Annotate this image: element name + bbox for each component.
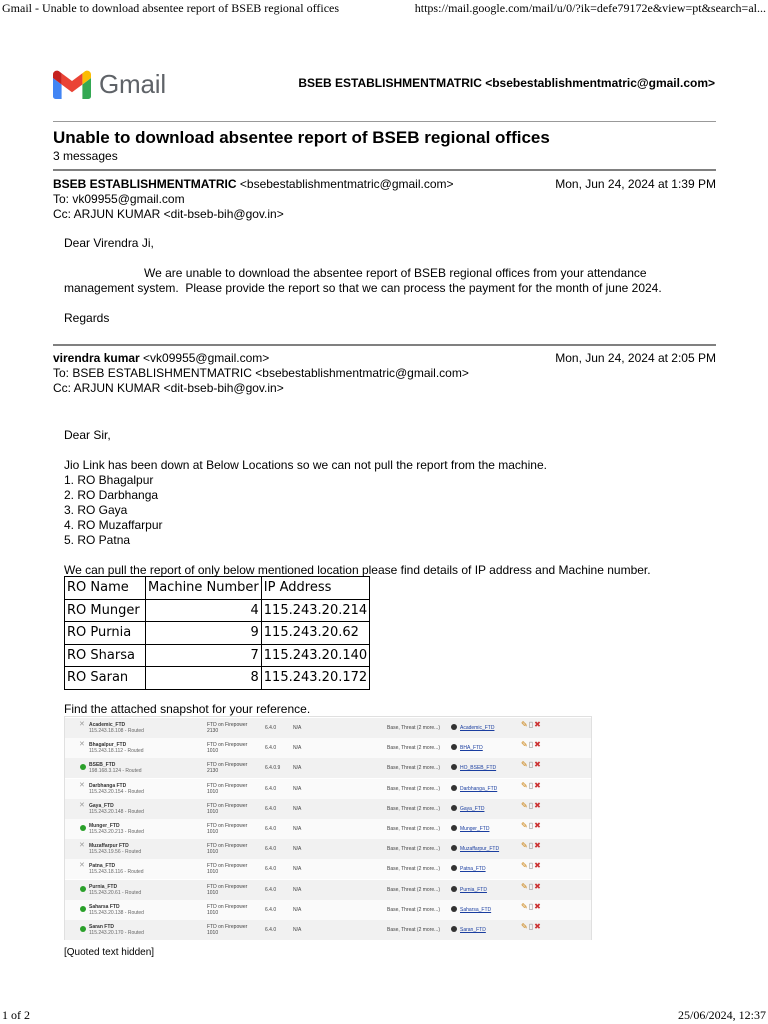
table-row — [65, 599, 370, 622]
ip-address-cell: 115.243.20.214 — [261, 599, 369, 622]
message-2-greeting: Dear Sir, — [64, 428, 111, 442]
info-icon — [451, 744, 457, 750]
device-model: FTD on Firepower 2130 — [207, 722, 248, 734]
down-location-item: 4. RO Muzaffarpur — [64, 518, 163, 532]
print-page-url: https://mail.google.com/mail/u/0/?ik=defe79172e&view=pt&search=al... — [414, 1, 766, 15]
delete-icon: ✖ — [534, 922, 542, 931]
delete-icon: ✖ — [534, 800, 542, 810]
message-divider — [53, 344, 716, 346]
device-list-snapshot — [64, 716, 592, 940]
gmail-logo — [53, 68, 166, 100]
device-licenses: Base, Threat (2 more...) — [387, 886, 440, 893]
machine-number-cell: 9 — [146, 622, 262, 645]
device-name: BSEB_FTD — [89, 762, 116, 769]
copy-icon: ▯ — [528, 922, 535, 931]
snapshot-caption: Find the attached snapshot for your reference. — [64, 702, 311, 716]
device-row — [65, 779, 591, 799]
device-chassis: N/A — [293, 826, 302, 832]
copy-icon: ▯ — [528, 740, 535, 750]
device-name: Gaya_FTD — [89, 802, 114, 809]
message-1-to: To: vk09955@gmail.com — [53, 192, 185, 206]
message-1-header — [53, 177, 716, 222]
edit-icon: ✎ — [521, 800, 529, 810]
table-intro: We can pull the report of only below mentioned location please find details of IP address and Machine number. — [64, 563, 651, 577]
device-actions — [521, 881, 542, 891]
device-policy-link: Muzaffarpur_FTD — [460, 846, 500, 853]
edit-icon: ✎ — [521, 922, 529, 931]
down-location-item: 3. RO Gaya — [64, 503, 128, 517]
device-model: FTD on Firepower 1010 — [207, 863, 248, 876]
edit-icon: ✎ — [521, 760, 529, 770]
gmail-m-icon — [53, 70, 91, 99]
device-licenses: Base, Threat (2 more...) — [387, 927, 440, 933]
device-actions — [521, 863, 542, 869]
message-1-paragraph-line-2: management system. Please provide the report so that we can process the payment for the month of june 2024. — [64, 281, 662, 295]
info-icon — [451, 926, 457, 932]
edit-icon: ✎ — [521, 861, 529, 871]
device-model: FTD on Firepower 2130 — [207, 762, 248, 775]
device-row — [65, 738, 591, 758]
device-licenses: Base, Threat (2 more...) — [387, 906, 440, 913]
info-icon — [451, 724, 457, 730]
device-version: 6.4.0 — [265, 826, 277, 832]
device-ip: 115.243.20.170 - Routed — [89, 930, 144, 936]
device-policy-link: Patna_FTD — [460, 866, 486, 873]
message-2-body — [64, 428, 704, 578]
device-chassis: N/A — [293, 765, 302, 772]
account-identity: BSEB ESTABLISHMENTMATRIC <bsebestablishmentmatric@gmail.com> — [298, 76, 715, 90]
message-2-cc: Cc: ARJUN KUMAR <dit-bseb-bih@gov.in> — [53, 381, 284, 395]
device-chassis: N/A — [293, 725, 302, 731]
status-disconnected-icon — [80, 724, 86, 730]
device-version: 6.4.0 — [265, 927, 277, 933]
status-disconnected-icon — [80, 785, 86, 791]
ip-address-cell: 115.243.20.140 — [261, 644, 369, 667]
device-ip: 198.168.3.124 - Routed — [89, 768, 142, 775]
device-row — [65, 758, 591, 778]
device-policy-link: HO_BSEB_FTD — [460, 765, 497, 772]
device-version: 6.4.0.9 — [265, 765, 281, 772]
device-policy-link: Gaya_FTD — [460, 805, 485, 812]
message-1-date: Mon, Jun 24, 2024 at 1:39 PM — [555, 177, 716, 191]
device-name: Academic_FTD — [89, 722, 126, 728]
device-licenses: Base, Threat (2 more...) — [387, 846, 440, 853]
info-icon — [451, 906, 457, 912]
table-header-cell: RO Name — [65, 577, 146, 600]
device-version: 6.4.0 — [265, 886, 277, 893]
device-licenses: Base, Threat (2 more...) — [387, 805, 440, 812]
device-model: FTD on Firepower 1010 — [207, 823, 248, 835]
edit-icon: ✎ — [521, 881, 529, 891]
status-disconnected-icon — [80, 865, 86, 871]
device-ip: 115.243.20.154 - Routed — [89, 788, 144, 795]
device-actions — [521, 843, 542, 849]
device-row — [65, 880, 591, 900]
device-row — [65, 859, 591, 879]
table-header-row — [65, 577, 370, 600]
device-version: 6.4.0 — [265, 805, 277, 812]
device-actions — [521, 742, 542, 748]
device-chassis: N/A — [293, 906, 302, 913]
info-icon — [451, 886, 457, 892]
device-model: FTD on Firepower 1010 — [207, 924, 248, 936]
delete-icon: ✖ — [534, 780, 542, 790]
table-row — [65, 622, 370, 645]
page-number: 1 of 2 — [2, 1008, 30, 1022]
device-row — [65, 718, 591, 738]
edit-icon: ✎ — [521, 780, 529, 790]
copy-icon: ▯ — [528, 720, 535, 729]
device-version: 6.4.0 — [265, 906, 277, 913]
message-count: 3 messages — [53, 149, 118, 163]
device-name: Purnia_FTD — [89, 883, 118, 890]
device-name: Saran FTD — [89, 924, 115, 930]
device-ip: 115.243.19.56 - Routed — [89, 849, 142, 856]
delete-icon: ✖ — [534, 881, 542, 891]
device-licenses: Base, Threat (2 more...) — [387, 745, 440, 752]
down-location-item: 2. RO Darbhanga — [64, 488, 159, 502]
message-2-sender-name: virendra kumar — [53, 351, 140, 365]
status-ok-icon — [80, 764, 86, 770]
machine-number-cell: 4 — [146, 599, 262, 622]
device-actions — [521, 762, 542, 768]
message-1-sender-email: <bsebestablishmentmatric@gmail.com> — [236, 177, 454, 191]
device-version: 6.4.0 — [265, 725, 277, 731]
device-chassis: N/A — [293, 805, 302, 812]
device-actions — [521, 780, 542, 790]
status-disconnected-icon — [80, 805, 86, 811]
quoted-text-hidden[interactable]: [Quoted text hidden] — [64, 947, 155, 958]
message-2-intro: Jio Link has been down at Below Locations so we can not pull the report from the machine. — [64, 458, 547, 472]
message-2-sender-email: <vk09955@gmail.com> — [139, 351, 270, 365]
device-policy-link: BHA_FTD — [460, 745, 483, 752]
message-1-body — [64, 236, 704, 326]
device-policy-link: Darbhanga_FTD — [460, 785, 498, 792]
copy-icon: ▯ — [528, 780, 535, 790]
device-chassis: N/A — [293, 866, 302, 873]
message-2-date: Mon, Jun 24, 2024 at 2:05 PM — [555, 351, 716, 365]
edit-icon: ✎ — [521, 720, 529, 729]
table-header-cell: IP Address — [261, 577, 369, 600]
table-row — [65, 644, 370, 667]
delete-icon: ✖ — [534, 901, 542, 911]
device-ip: 115.243.18.108 - Routed — [89, 728, 144, 734]
device-policy-link: Munger_FTD — [460, 826, 490, 832]
message-2-header — [53, 351, 716, 396]
device-actions — [521, 722, 542, 728]
message-1-paragraph-line-1: We are unable to download the absentee report of BSEB regional offices from your attendance — [64, 266, 647, 280]
info-icon — [451, 805, 457, 811]
device-name: Muzaffarpur FTD — [89, 843, 129, 850]
device-row — [65, 819, 591, 839]
delete-icon: ✖ — [534, 720, 542, 729]
status-ok-icon — [80, 906, 86, 912]
device-name: Patna_FTD — [89, 863, 116, 870]
delete-icon: ✖ — [534, 841, 542, 851]
info-icon — [451, 764, 457, 770]
device-model: FTD on Firepower 1010 — [207, 782, 248, 795]
device-version: 6.4.0 — [265, 846, 277, 853]
print-footer — [0, 1008, 768, 1024]
copy-icon: ▯ — [528, 760, 535, 770]
machine-number-cell: 7 — [146, 644, 262, 667]
ro-name-cell: RO Munger — [65, 599, 146, 622]
device-name: Bhagalpur_FTD — [89, 742, 127, 749]
copy-icon: ▯ — [528, 841, 535, 851]
copy-icon: ▯ — [528, 800, 535, 810]
machine-number-cell: 8 — [146, 667, 262, 690]
info-icon — [451, 865, 457, 871]
header-divider — [53, 121, 716, 122]
thread-subject: Unable to download absentee report of BSEB regional offices — [53, 128, 550, 147]
copy-icon: ▯ — [528, 821, 535, 830]
edit-icon: ✎ — [521, 841, 529, 851]
delete-icon: ✖ — [534, 740, 542, 750]
delete-icon: ✖ — [534, 861, 542, 871]
device-ip: 115.243.20.61 - Routed — [89, 889, 142, 896]
device-row — [65, 900, 591, 920]
copy-icon: ▯ — [528, 881, 535, 891]
device-model: FTD on Firepower 1010 — [207, 802, 248, 815]
device-ip: 115.243.20.138 - Routed — [89, 909, 144, 916]
message-2-from-line — [53, 351, 716, 366]
ro-name-cell: RO Saran — [65, 667, 146, 690]
device-name: Munger_FTD — [89, 823, 120, 829]
status-ok-icon — [80, 825, 86, 831]
device-ip: 115.243.18.112 - Routed — [89, 748, 144, 755]
delete-icon: ✖ — [534, 821, 542, 830]
device-licenses: Base, Threat (2 more...) — [387, 785, 440, 792]
down-location-item: 5. RO Patna — [64, 533, 131, 547]
device-actions — [521, 823, 542, 829]
status-disconnected-icon — [80, 744, 86, 750]
machine-table — [64, 576, 370, 690]
device-policy-link: Purnia_FTD — [460, 886, 487, 893]
table-header-cell: Machine Number — [146, 577, 262, 600]
ro-name-cell: RO Purnia — [65, 622, 146, 645]
message-1-sender-name: BSEB ESTABLISHMENTMATRIC — [53, 177, 237, 191]
device-policy-link: Saharsa_FTD — [460, 906, 492, 913]
device-chassis: N/A — [293, 927, 302, 933]
device-actions — [521, 901, 542, 911]
status-ok-icon — [80, 886, 86, 892]
device-licenses: Base, Threat (2 more...) — [387, 866, 440, 873]
device-licenses: Base, Threat (2 more...) — [387, 765, 440, 772]
device-ip: 115.243.20.213 - Routed — [89, 829, 144, 835]
device-chassis: N/A — [293, 846, 302, 853]
status-ok-icon — [80, 926, 86, 932]
gmail-wordmark: Gmail — [99, 68, 166, 99]
device-ip: 115.243.20.148 - Routed — [89, 808, 144, 815]
delete-icon: ✖ — [534, 760, 542, 770]
device-row — [65, 920, 591, 940]
ip-address-cell: 115.243.20.62 — [261, 622, 369, 645]
device-actions — [521, 800, 542, 810]
print-page-title: Gmail - Unable to download absentee report of BSEB regional offices — [2, 1, 340, 15]
device-name: Saharsa FTD — [89, 903, 120, 910]
device-model: FTD on Firepower 1010 — [207, 883, 248, 896]
edit-icon: ✎ — [521, 901, 529, 911]
message-1-from-line — [53, 177, 716, 192]
edit-icon: ✎ — [521, 740, 529, 750]
down-location-item: 1. RO Bhagalpur — [64, 473, 154, 487]
device-version: 6.4.0 — [265, 866, 277, 873]
edit-icon: ✎ — [521, 821, 529, 830]
info-icon — [451, 845, 457, 851]
device-licenses: Base, Threat (2 more...) — [387, 725, 440, 731]
message-1-signoff: Regards — [64, 311, 110, 325]
info-icon — [451, 785, 457, 791]
device-chassis: N/A — [293, 886, 302, 893]
copy-icon: ▯ — [528, 901, 535, 911]
device-actions — [521, 924, 542, 930]
print-header — [0, 0, 768, 18]
device-policy-link: Academic_FTD — [460, 725, 495, 731]
ro-name-cell: RO Sharsa — [65, 644, 146, 667]
device-version: 6.4.0 — [265, 745, 277, 752]
device-model: FTD on Firepower 1010 — [207, 903, 248, 916]
info-icon — [451, 825, 457, 831]
device-row — [65, 839, 591, 859]
device-licenses: Base, Threat (2 more...) — [387, 826, 440, 832]
device-chassis: N/A — [293, 785, 302, 792]
copy-icon: ▯ — [528, 861, 535, 871]
print-datetime: 25/06/2024, 12:37 — [677, 1008, 766, 1022]
message-divider — [53, 169, 716, 171]
message-1-cc: Cc: ARJUN KUMAR <dit-bseb-bih@gov.in> — [53, 207, 284, 221]
device-model: FTD on Firepower 1010 — [207, 843, 248, 856]
message-2-to: To: BSEB ESTABLISHMENTMATRIC <bsebestablishmentmatric@gmail.com> — [53, 366, 469, 380]
device-model: FTD on Firepower 1010 — [207, 742, 248, 755]
message-1-greeting: Dear Virendra Ji, — [64, 236, 154, 250]
device-policy-link: Saran_FTD — [460, 927, 486, 933]
status-disconnected-icon — [80, 845, 86, 851]
device-chassis: N/A — [293, 745, 302, 752]
table-row — [65, 667, 370, 690]
device-version: 6.4.0 — [265, 785, 277, 792]
device-row — [65, 799, 591, 819]
device-ip: 115.243.18.116 - Routed — [89, 869, 144, 876]
ip-address-cell: 115.243.20.172 — [261, 667, 369, 690]
device-name: Darbhanga FTD — [89, 782, 127, 789]
